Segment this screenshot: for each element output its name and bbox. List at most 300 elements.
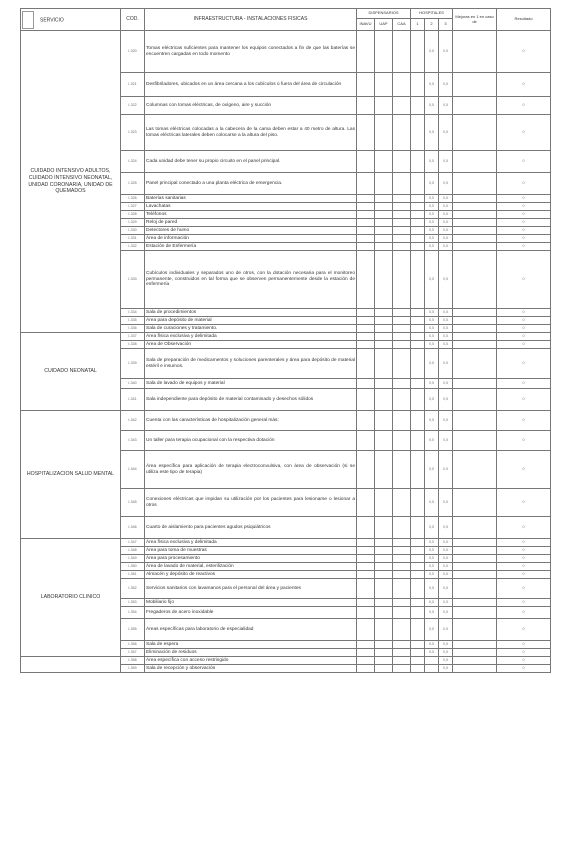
cell-h1: [411, 227, 425, 235]
cell-h2: [425, 657, 439, 665]
row-code: I-339: [121, 349, 145, 379]
cell-mejoras: [453, 73, 497, 97]
cell-mejoras: [453, 555, 497, 563]
row-description: Las tomas eléctricas colocadas a la cabecera de la cama deben estar a 40 metro de altura. Las tomas eléctricas laterales deben colocarse a la altura del piso.: [145, 115, 357, 151]
cell-mejoras: [453, 195, 497, 203]
cell-caa: [393, 489, 411, 517]
cell-h2: 0,5: [425, 379, 439, 389]
cell-mejoras: [453, 641, 497, 649]
cell-mejoras: [453, 97, 497, 115]
cell-inavu: [357, 379, 375, 389]
cell-mejoras: [453, 571, 497, 579]
cell-inavu: [357, 389, 375, 411]
cell-resultado: 0: [497, 211, 551, 219]
cell-h2: 0,5: [425, 97, 439, 115]
service-name: LABORATORIO CLINICO: [21, 539, 121, 657]
cell-h1: [411, 451, 425, 489]
cell-inavu: [357, 195, 375, 203]
cell-inavu: [357, 665, 375, 673]
cell-mejoras: [453, 151, 497, 173]
cell-uap: [375, 309, 393, 317]
cell-uap: [375, 431, 393, 451]
cell-mejoras: [453, 235, 497, 243]
cell-inavu: [357, 451, 375, 489]
row-description: Columnas con tomas eléctricas, de oxígeno, aire y succión: [145, 97, 357, 115]
row-code: I-354: [121, 607, 145, 619]
institution-logo: [22, 11, 34, 29]
cell-mejoras: [453, 547, 497, 555]
cell-h2: 0,5: [425, 349, 439, 379]
row-code: I-345: [121, 489, 145, 517]
cell-resultado: 0: [497, 517, 551, 539]
cell-uap: [375, 599, 393, 607]
row-description: Área específica con acceso restringido: [145, 657, 357, 665]
row-code: I-343: [121, 431, 145, 451]
cell-h2: 0,5: [425, 227, 439, 235]
row-code: I-327: [121, 203, 145, 211]
cell-mejoras: [453, 243, 497, 251]
row-description: Servicios sanitarios con lavamanos para el personal del área y pacientes: [145, 579, 357, 599]
cell-caa: [393, 31, 411, 73]
row-code: I-336: [121, 325, 145, 333]
cell-h1: [411, 619, 425, 641]
cell-inavu: [357, 97, 375, 115]
cell-h3: 0,5: [439, 333, 453, 341]
cell-inavu: [357, 73, 375, 97]
cell-h3: 0,5: [439, 379, 453, 389]
cell-uap: [375, 31, 393, 73]
cell-h2: 0,5: [425, 489, 439, 517]
cell-resultado: 0: [497, 97, 551, 115]
cell-mejoras: [453, 563, 497, 571]
cell-h2: 0,5: [425, 235, 439, 243]
cell-h3: 0,5: [439, 211, 453, 219]
cell-h3: 0,5: [439, 389, 453, 411]
table-row: [21, 539, 551, 547]
cell-resultado: 0: [497, 227, 551, 235]
cell-inavu: [357, 227, 375, 235]
cell-h1: [411, 379, 425, 389]
cell-h2: 0,5: [425, 547, 439, 555]
cell-inavu: [357, 151, 375, 173]
service-name: HOSPITALIZACION SALUD MENTAL: [21, 411, 121, 539]
cell-h3: 0,5: [439, 203, 453, 211]
cell-caa: [393, 97, 411, 115]
cell-uap: [375, 607, 393, 619]
cell-resultado: 0: [497, 341, 551, 349]
cell-h3: 0,5: [439, 227, 453, 235]
cell-mejoras: [453, 665, 497, 673]
cell-h1: [411, 341, 425, 349]
cell-inavu: [357, 607, 375, 619]
cell-mejoras: [453, 333, 497, 341]
cell-inavu: [357, 211, 375, 219]
cell-resultado: 0: [497, 173, 551, 195]
cell-h3: 0,5: [439, 665, 453, 673]
cell-resultado: 0: [497, 599, 551, 607]
cell-mejoras: [453, 649, 497, 657]
cell-resultado: 0: [497, 309, 551, 317]
cell-h2: 0,5: [425, 317, 439, 325]
cell-h2: 0,5: [425, 173, 439, 195]
header-sub: INAVU: [357, 19, 375, 31]
row-description: Cuarto de aislamiento para pacientes agudos psiquiátricos: [145, 517, 357, 539]
row-code: I-349: [121, 555, 145, 563]
cell-caa: [393, 73, 411, 97]
cell-resultado: 0: [497, 151, 551, 173]
cell-inavu: [357, 251, 375, 309]
table-row: [21, 657, 551, 665]
cell-mejoras: [453, 607, 497, 619]
cell-h2: 0,5: [425, 203, 439, 211]
cell-resultado: 0: [497, 489, 551, 517]
cell-resultado: 0: [497, 115, 551, 151]
cell-h3: 0,5: [439, 657, 453, 665]
cell-caa: [393, 317, 411, 325]
cell-mejoras: [453, 349, 497, 379]
cell-h2: 0,5: [425, 151, 439, 173]
cell-mejoras: [453, 517, 497, 539]
cell-uap: [375, 517, 393, 539]
cell-resultado: 0: [497, 431, 551, 451]
cell-resultado: 0: [497, 235, 551, 243]
cell-caa: [393, 619, 411, 641]
cell-mejoras: [453, 619, 497, 641]
cell-resultado: 0: [497, 389, 551, 411]
cell-h3: 0,5: [439, 555, 453, 563]
row-code: I-331: [121, 235, 145, 243]
cell-resultado: 0: [497, 325, 551, 333]
cell-uap: [375, 563, 393, 571]
cell-uap: [375, 115, 393, 151]
table-body: [21, 31, 551, 673]
cell-inavu: [357, 599, 375, 607]
cell-caa: [393, 599, 411, 607]
cell-uap: [375, 195, 393, 203]
cell-uap: [375, 203, 393, 211]
row-description: Sala de espera: [145, 641, 357, 649]
cell-h1: [411, 243, 425, 251]
cell-h3: 0,5: [439, 341, 453, 349]
cell-inavu: [357, 489, 375, 517]
cell-h1: [411, 219, 425, 227]
row-description: Área para depósito de material: [145, 317, 357, 325]
cell-inavu: [357, 563, 375, 571]
row-code: I-324: [121, 151, 145, 173]
cell-uap: [375, 489, 393, 517]
cell-uap: [375, 341, 393, 349]
row-description: Almacén y depósito de reactivos: [145, 571, 357, 579]
cell-mejoras: [453, 227, 497, 235]
cell-uap: [375, 211, 393, 219]
cell-uap: [375, 451, 393, 489]
cell-mejoras: [453, 379, 497, 389]
cell-h2: 0,5: [425, 619, 439, 641]
cell-h2: 0,5: [425, 571, 439, 579]
row-description: Sala de lavado de equipos y material: [145, 379, 357, 389]
cell-caa: [393, 451, 411, 489]
cell-h3: 0,5: [439, 489, 453, 517]
cell-caa: [393, 649, 411, 657]
cell-h3: 0,5: [439, 539, 453, 547]
cell-mejoras: [453, 341, 497, 349]
cell-h1: [411, 579, 425, 599]
cell-h2: 0,5: [425, 607, 439, 619]
cell-inavu: [357, 333, 375, 341]
cell-mejoras: [453, 251, 497, 309]
cell-h1: [411, 607, 425, 619]
cell-uap: [375, 555, 393, 563]
cell-h1: [411, 173, 425, 195]
cell-h1: [411, 151, 425, 173]
cell-uap: [375, 547, 393, 555]
cell-inavu: [357, 31, 375, 73]
row-description: Área para procesamiento: [145, 555, 357, 563]
cell-h3: 0,5: [439, 325, 453, 333]
cell-caa: [393, 219, 411, 227]
row-description: Cada unidad debe tener su propio circuito en el panel principal.: [145, 151, 357, 173]
service-name: [21, 657, 121, 673]
cell-h1: [411, 235, 425, 243]
cell-h1: [411, 517, 425, 539]
cell-caa: [393, 389, 411, 411]
cell-h1: [411, 333, 425, 341]
cell-caa: [393, 665, 411, 673]
cell-h2: 0,5: [425, 309, 439, 317]
cell-mejoras: [453, 489, 497, 517]
cell-caa: [393, 235, 411, 243]
cell-h1: [411, 539, 425, 547]
header-resultado: Resultado: [497, 9, 551, 31]
header-servicio: SERVICIO: [21, 9, 121, 31]
row-code: I-340: [121, 379, 145, 389]
cell-uap: [375, 317, 393, 325]
table-row: [21, 411, 551, 431]
cell-resultado: 0: [497, 251, 551, 309]
cell-h2: 0,5: [425, 555, 439, 563]
cell-inavu: [357, 649, 375, 657]
cell-h3: 0,5: [439, 411, 453, 431]
row-description: Lavachatas: [145, 203, 357, 211]
cell-caa: [393, 641, 411, 649]
row-code: I-323: [121, 115, 145, 151]
cell-resultado: 0: [497, 333, 551, 341]
cell-mejoras: [453, 173, 497, 195]
row-code: I-322: [121, 97, 145, 115]
row-description: Eliminación de residuos: [145, 649, 357, 657]
cell-uap: [375, 411, 393, 431]
cell-h3: 0,5: [439, 219, 453, 227]
cell-uap: [375, 243, 393, 251]
row-description: Mobiliario fijo: [145, 599, 357, 607]
cell-caa: [393, 607, 411, 619]
cell-h2: 0,5: [425, 251, 439, 309]
cell-uap: [375, 389, 393, 411]
cell-h2: 0,5: [425, 389, 439, 411]
cell-uap: [375, 219, 393, 227]
cell-h1: [411, 195, 425, 203]
cell-resultado: 0: [497, 649, 551, 657]
cell-caa: [393, 563, 411, 571]
cell-h1: [411, 571, 425, 579]
cell-inavu: [357, 555, 375, 563]
row-description: Fregaderos de acero inoxidable: [145, 607, 357, 619]
cell-h3: 0,5: [439, 317, 453, 325]
row-description: Sala de procedimientos: [145, 309, 357, 317]
cell-h1: [411, 411, 425, 431]
cell-h2: [425, 665, 439, 673]
cell-h2: 0,5: [425, 333, 439, 341]
cell-caa: [393, 251, 411, 309]
cell-resultado: 0: [497, 539, 551, 547]
row-code: I-344: [121, 451, 145, 489]
row-description: Reloj de pared: [145, 219, 357, 227]
cell-resultado: 0: [497, 195, 551, 203]
cell-h3: 0,5: [439, 173, 453, 195]
cell-mejoras: [453, 411, 497, 431]
cell-h1: [411, 431, 425, 451]
table-row: [21, 333, 551, 341]
cell-h2: 0,5: [425, 431, 439, 451]
row-code: I-359: [121, 665, 145, 673]
cell-inavu: [357, 539, 375, 547]
cell-inavu: [357, 243, 375, 251]
header-infra: INFRAESTRUCTURA - INSTALACIONES FISICAS: [145, 9, 357, 31]
cell-h3: 0,5: [439, 195, 453, 203]
cell-resultado: 0: [497, 607, 551, 619]
cell-mejoras: [453, 115, 497, 151]
cell-h1: [411, 641, 425, 649]
cell-uap: [375, 657, 393, 665]
cell-uap: [375, 649, 393, 657]
cell-inavu: [357, 235, 375, 243]
cell-h3: 0,5: [439, 73, 453, 97]
cell-caa: [393, 657, 411, 665]
cell-resultado: 0: [497, 411, 551, 431]
table-row: [21, 31, 551, 73]
cell-uap: [375, 641, 393, 649]
cell-inavu: [357, 431, 375, 451]
cell-mejoras: [453, 539, 497, 547]
cell-h2: 0,5: [425, 243, 439, 251]
row-code: I-346: [121, 517, 145, 539]
row-code: I-320: [121, 31, 145, 73]
cell-inavu: [357, 641, 375, 649]
row-code: I-348: [121, 547, 145, 555]
cell-inavu: [357, 219, 375, 227]
row-code: I-335: [121, 317, 145, 325]
cell-uap: [375, 539, 393, 547]
cell-h3: 0,5: [439, 115, 453, 151]
cell-h1: [411, 555, 425, 563]
cell-inavu: [357, 571, 375, 579]
row-description: Sala independiente para depósito de material contaminado y desechos sólidos: [145, 389, 357, 411]
cell-mejoras: [453, 31, 497, 73]
row-code: I-325: [121, 173, 145, 195]
header-sub: UAP: [375, 19, 393, 31]
cell-h1: [411, 73, 425, 97]
row-code: I-352: [121, 579, 145, 599]
cell-caa: [393, 243, 411, 251]
cell-mejoras: [453, 389, 497, 411]
cell-resultado: 0: [497, 657, 551, 665]
header-mejoras: Mejoras en 1 en caso de: [453, 9, 497, 31]
header-sub: 2: [425, 19, 439, 31]
cell-mejoras: [453, 219, 497, 227]
cell-h2: 0,5: [425, 115, 439, 151]
row-code: I-328: [121, 211, 145, 219]
cell-inavu: [357, 115, 375, 151]
cell-h1: [411, 649, 425, 657]
row-description: Estación de Enfermería: [145, 243, 357, 251]
cell-h1: [411, 317, 425, 325]
cell-mejoras: [453, 599, 497, 607]
row-code: I-321: [121, 73, 145, 97]
cell-h3: 0,5: [439, 649, 453, 657]
cell-h2: 0,5: [425, 579, 439, 599]
cell-resultado: 0: [497, 555, 551, 563]
cell-h1: [411, 115, 425, 151]
row-code: I-357: [121, 649, 145, 657]
cell-h2: 0,5: [425, 539, 439, 547]
cell-inavu: [357, 411, 375, 431]
cell-caa: [393, 379, 411, 389]
cell-h1: [411, 547, 425, 555]
cell-h3: 0,5: [439, 547, 453, 555]
row-code: I-350: [121, 563, 145, 571]
cell-h3: 0,5: [439, 251, 453, 309]
cell-mejoras: [453, 451, 497, 489]
cell-h3: 0,5: [439, 607, 453, 619]
cell-h1: [411, 251, 425, 309]
row-code: I-333: [121, 251, 145, 309]
row-description: Área de Observación: [145, 341, 357, 349]
header-sub: 3: [439, 19, 453, 31]
row-code: I-334: [121, 309, 145, 317]
row-description: Detectores de humo: [145, 227, 357, 235]
cell-h1: [411, 309, 425, 317]
cell-h3: 0,5: [439, 235, 453, 243]
row-code: I-338: [121, 341, 145, 349]
row-code: I-356: [121, 641, 145, 649]
row-description: Conexiones eléctricas que impidan su utilización por los pacientes para lesionarse o lesionar a otros: [145, 489, 357, 517]
cell-h2: 0,5: [425, 73, 439, 97]
cell-h1: [411, 211, 425, 219]
cell-h2: 0,5: [425, 563, 439, 571]
cell-h2: 0,5: [425, 641, 439, 649]
cell-h2: 0,5: [425, 219, 439, 227]
row-description: Baterías sanitarias: [145, 195, 357, 203]
cell-caa: [393, 349, 411, 379]
cell-uap: [375, 73, 393, 97]
row-description: Cuenta con las características de hospitalización general más:: [145, 411, 357, 431]
cell-h1: [411, 97, 425, 115]
service-name: CUIDADO INTENSIVO ADULTOS, CUIDADO INTENSIVO NEONATAL, UNIDAD CORONARIA, UNIDAD DE QUEMADOS: [21, 31, 121, 333]
row-description: Desfibriladores, ubicados en un área cercana a los cubículos o fuera del área de circulación: [145, 73, 357, 97]
cell-caa: [393, 539, 411, 547]
cell-uap: [375, 151, 393, 173]
cell-h3: 0,5: [439, 451, 453, 489]
cell-resultado: 0: [497, 579, 551, 599]
cell-caa: [393, 341, 411, 349]
cell-h1: [411, 599, 425, 607]
cell-h2: 0,5: [425, 31, 439, 73]
row-code: I-337: [121, 333, 145, 341]
row-description: Panel principal conectado a una planta eléctrica de emergencia.: [145, 173, 357, 195]
cell-inavu: [357, 309, 375, 317]
cell-h3: 0,5: [439, 563, 453, 571]
row-code: I-326: [121, 195, 145, 203]
